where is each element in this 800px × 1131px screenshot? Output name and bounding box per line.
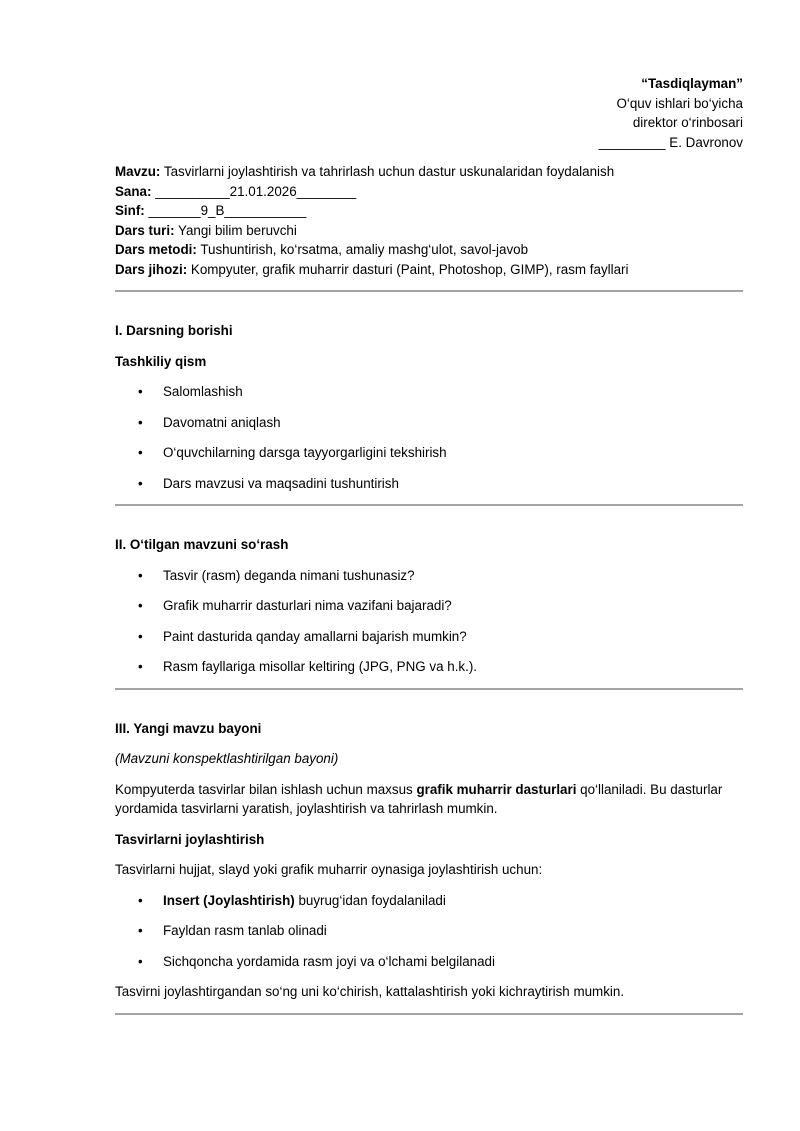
meta-equipment-label: Dars jihozi: — [115, 261, 188, 277]
approval-line-1: O‘quv ishlari bo‘yicha — [616, 95, 743, 111]
section-2-title: II. O‘tilgan mavzuni so‘rash — [115, 537, 289, 552]
meta-equipment — [115, 260, 743, 280]
section-3-closing: Tasvirni joylashtirgandan so‘ng uni ko‘chirish, kattalashtirish yoki kichraytirish mumkin. — [115, 984, 625, 999]
list-item-text: Salomlashish — [163, 384, 243, 399]
approval-line-2: direktor o‘rinbosari — [632, 115, 743, 130]
bullet-icon: • — [138, 953, 143, 969]
list-item — [115, 891, 743, 911]
list-item — [115, 474, 743, 494]
section-3-paragraph — [115, 780, 743, 819]
meta-topic-value: Tasvirlarni joylashtirish va tahrirlash uchun dastur uskunalaridan foydalanish — [160, 164, 615, 179]
meta-type — [115, 221, 743, 241]
divider — [115, 290, 743, 292]
paragraph-text-start: Kompyuterda tasvirlar bilan ishlash uchun maxsus — [115, 781, 417, 797]
list-item-text: Grafik muharrir dasturlari nima vazifani bajaradi? — [163, 598, 452, 613]
list-item-text-bold: Insert (Joylashtirish) — [163, 892, 295, 908]
divider — [115, 504, 743, 506]
meta-type-label: Dars turi: — [115, 222, 175, 238]
list-item — [115, 413, 743, 433]
lesson-meta — [115, 162, 743, 279]
approval-block — [115, 74, 743, 152]
section-3-note: (Mavzuni konspektlashtirilgan bayoni) — [115, 751, 339, 766]
list-item — [115, 443, 743, 463]
list-item-text: Tasvir (rasm) deganda nimani tushunasiz? — [163, 567, 415, 583]
list-item — [115, 382, 743, 402]
list-item — [115, 627, 743, 647]
meta-class-label: Sinf: — [115, 203, 145, 218]
section-1-subtitle: Tashkiliy qism — [115, 353, 207, 369]
bullet-icon: • — [138, 567, 143, 583]
section-3-title: III. Yangi mavzu bayoni — [115, 720, 262, 736]
meta-date-value: __________21.01.2026________ — [151, 183, 357, 199]
divider — [115, 688, 743, 690]
approval-signature-line: _________ E. Davronov — [598, 134, 743, 150]
section-3-intro: Tasvirlarni hujjat, slayd yoki grafik muharrir oynasiga joylashtirish uchun: — [115, 862, 543, 877]
bullet-icon: • — [138, 414, 143, 430]
bullet-icon: • — [138, 628, 143, 644]
list-item — [115, 952, 743, 972]
list-item — [115, 657, 743, 677]
paragraph-text-bold: grafik muharrir dasturlari — [416, 781, 577, 797]
bullet-icon: • — [138, 445, 143, 460]
bullet-icon: • — [138, 384, 143, 399]
bullet-icon: • — [138, 892, 143, 908]
meta-date — [115, 182, 743, 202]
section-3-list — [115, 891, 743, 972]
list-item — [115, 921, 743, 941]
section-3-subtitle: Tasvirlarni joylashtirish — [115, 831, 265, 847]
meta-type-value: Yangi bilim beruvchi — [174, 222, 297, 238]
meta-topic-label: Mavzu: — [115, 164, 161, 179]
section-1-list — [115, 382, 743, 493]
meta-equipment-value: Kompyuter, grafik muharrir dasturi (Paint, Photoshop, GIMP), rasm fayllari — [187, 261, 629, 277]
meta-class-value: _______9_B___________ — [144, 203, 307, 218]
list-item-text: Davomatni aniqlash — [163, 414, 281, 430]
meta-class — [115, 201, 743, 221]
list-item-text: Dars mavzusi va maqsadini tushuntirish — [163, 475, 399, 491]
list-item-text: buyrug‘idan foydalaniladi — [294, 892, 446, 908]
bullet-icon: • — [138, 475, 143, 491]
list-item-text: Rasm fayllariga misollar keltiring (JPG, PNG va h.k.). — [163, 659, 478, 674]
divider — [115, 1013, 743, 1015]
meta-method-label: Dars metodi: — [115, 242, 197, 257]
meta-method-value: Tushuntirish, ko‘rsatma, amaliy mashg‘ulot, savol-javob — [196, 242, 529, 257]
list-item-text: Paint dasturida qanday amallarni bajarish mumkin? — [163, 628, 467, 644]
bullet-icon: • — [138, 923, 143, 938]
approval-title: “Tasdiqlayman” — [641, 76, 743, 91]
list-item-text: Sichqoncha yordamida rasm joyi va o‘lchami belgilanadi — [163, 953, 495, 969]
bullet-icon: • — [138, 659, 143, 674]
list-item-text: Fayldan rasm tanlab olinadi — [163, 923, 327, 938]
meta-method — [115, 240, 743, 260]
paragraph-text-end: qo‘llaniladi. Bu dasturlar yordamida tasvirlarni yaratish, joylashtirish va tahrirlash mumkin. — [115, 781, 723, 816]
meta-date-label: Sana: — [115, 183, 152, 199]
document-body — [115, 74, 743, 1015]
list-item-text: O‘quvchilarning darsga tayyorgarligini tekshirish — [163, 445, 447, 460]
bullet-icon: • — [138, 598, 143, 613]
list-item — [115, 596, 743, 616]
meta-topic — [115, 162, 743, 182]
section-2-list — [115, 566, 743, 677]
section-1-title: I. Darsning borishi — [115, 323, 233, 338]
list-item — [115, 566, 743, 586]
